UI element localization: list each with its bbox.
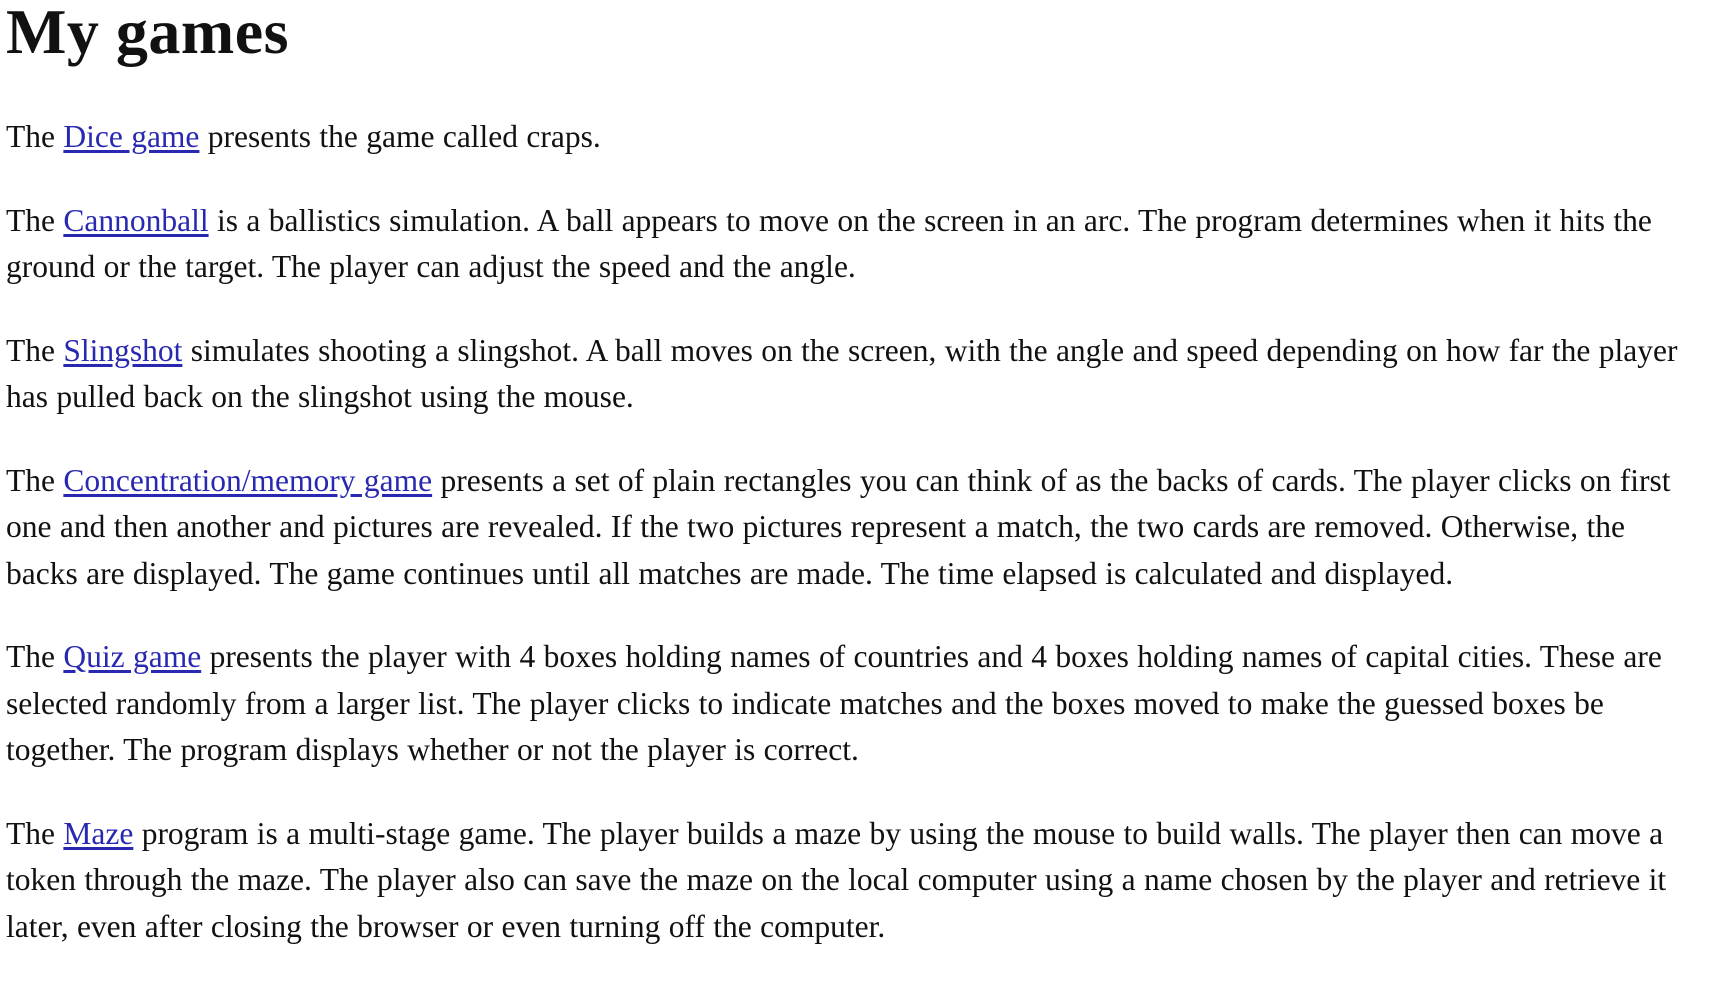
- description-prefix: The: [6, 639, 64, 674]
- quiz-game-link[interactable]: Quiz game: [63, 639, 202, 674]
- description-prefix: The: [6, 815, 64, 851]
- description-text: program is a multi-stage game. The player builds a maze by using the mouse to build walls. The player then can move a token through the maze. The player also can save the maze on the local computer using a name chosen by the player and retrieve it later, even after closing the browser or even turning off the computer.: [6, 815, 1667, 944]
- slingshot-link[interactable]: Slingshot: [63, 332, 183, 368]
- maze-link[interactable]: Maze: [63, 815, 134, 851]
- cannonball-link[interactable]: Cannonball: [63, 202, 209, 238]
- description-prefix: The: [6, 462, 64, 498]
- description-prefix: The: [6, 332, 64, 368]
- description-prefix: The: [6, 202, 64, 238]
- description-text: presents a set of plain rectangles you can think of as the backs of cards. The player clicks on first one and then another and pictures are revealed. If the two pictures represent a match, the two cards are removed. Otherwise, the backs are displayed. The game continues until all matches are made. The time elapsed is calculated and displayed.: [6, 462, 1671, 591]
- description-text: presents the game called craps.: [199, 119, 601, 154]
- description-text: simulates shooting a slingshot. A ball moves on the screen, with the angle and speed depending on how far the player has pulled back on the slingshot using the mouse.: [6, 332, 1678, 414]
- game-description-dice: [6, 114, 1705, 161]
- description-text: presents the player with 4 boxes holding names of countries and 4 boxes holding names of capital cities. These are selected randomly from a larger list. The player clicks to indicate matches and the boxes moved to make the guessed boxes be together. The program displays whether or not the player is correct.: [6, 639, 1662, 767]
- description-prefix: The: [6, 119, 64, 154]
- game-description-cannonball: [6, 198, 1705, 291]
- concentration-memory-game-link[interactable]: Concentration/memory game: [63, 462, 433, 498]
- dice-game-link[interactable]: Dice game: [63, 119, 200, 154]
- game-description-concentration: [6, 458, 1705, 598]
- game-description-maze: [6, 811, 1705, 951]
- description-text: is a ballistics simulation. A ball appears to move on the screen in an arc. The program determines when it hits the ground or the target. The player can adjust the speed and the angle.: [6, 202, 1652, 284]
- page-title: My games: [6, 0, 290, 67]
- game-description-quiz: [6, 634, 1705, 774]
- game-description-slingshot: [6, 328, 1705, 421]
